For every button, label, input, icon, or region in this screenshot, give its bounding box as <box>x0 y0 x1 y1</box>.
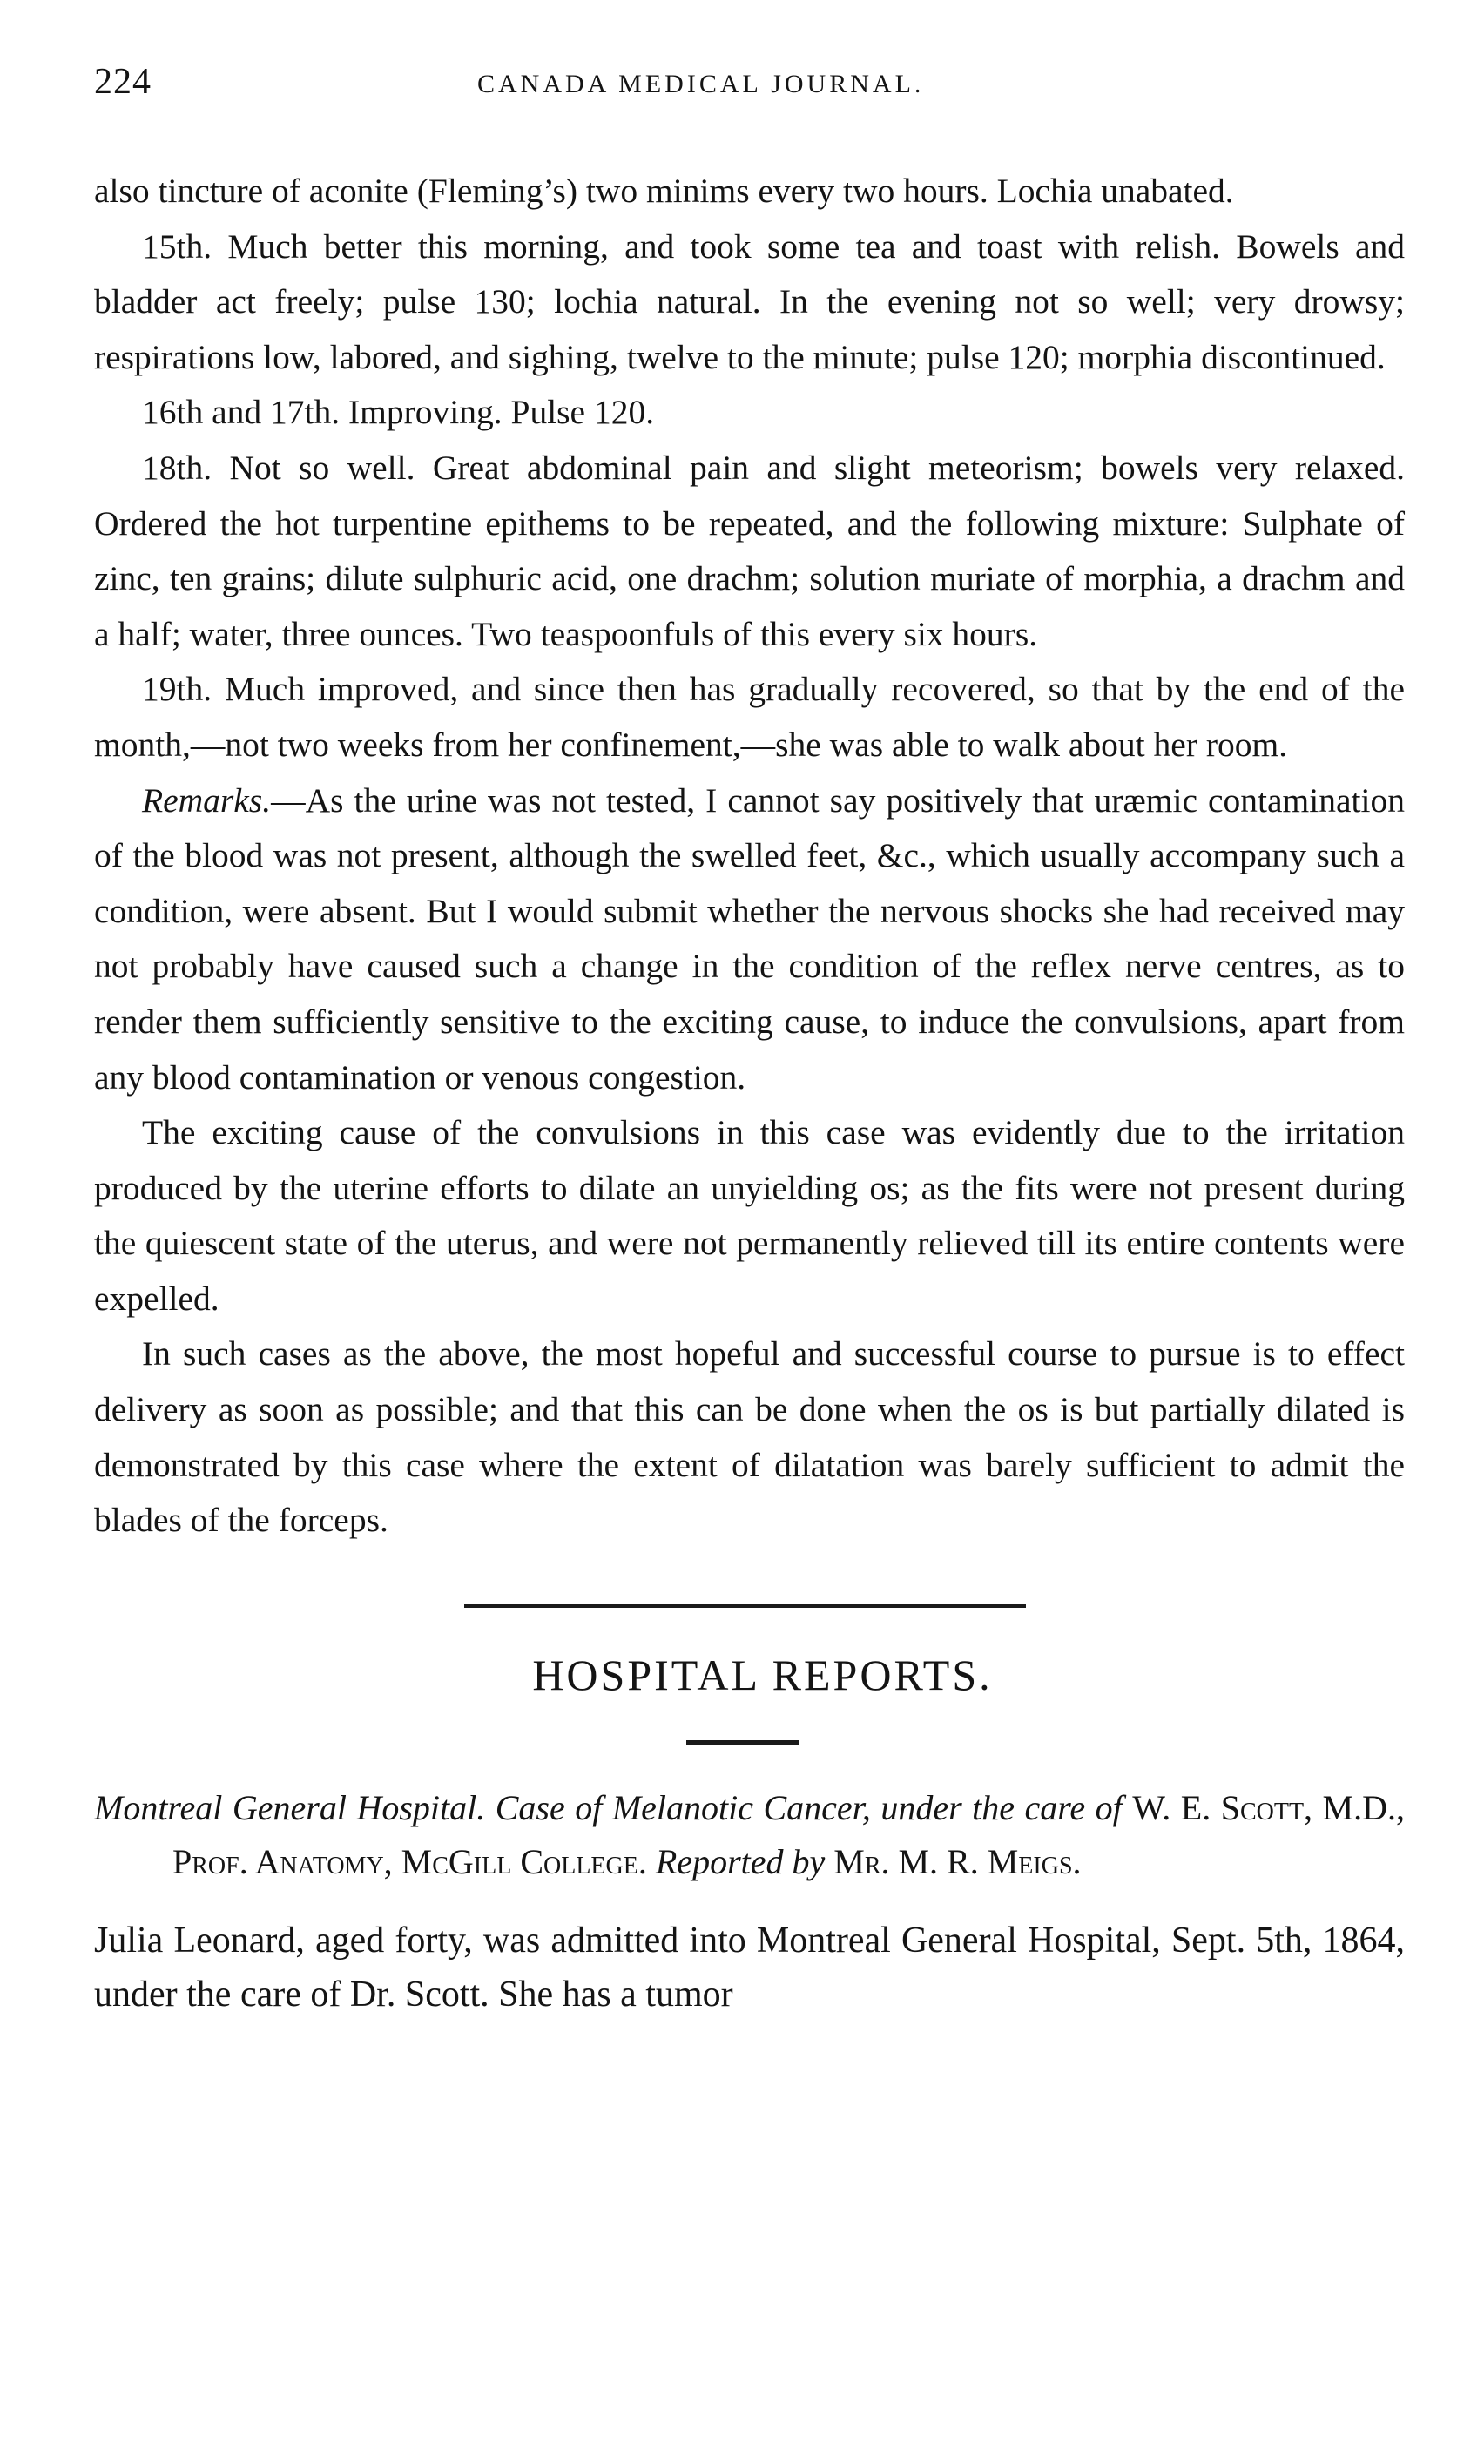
article-body <box>94 164 1405 1549</box>
heading-underline <box>686 1740 799 1745</box>
paragraph-exciting-cause: The exciting cause of the convulsions in this case was evidently due to the irritation produced by the uterine efforts to dilate an unyielding os; as the fits were not present during the quiescent state of the uterus, and were not permanently relieved till its entire contents were expelled. <box>94 1113 1405 1318</box>
journal-title: CANADA MEDICAL JOURNAL. <box>477 70 925 98</box>
running-head <box>94 61 1405 113</box>
report-paragraph: Julia Leonard, aged forty, was admitted into Montreal General Hospital, Sept. 5th, 1864, under the care of Dr. Scott. She has a tumor <box>94 1920 1405 2015</box>
paragraph-16th-17th: 16th and 17th. Improving. Pulse 120. <box>142 393 655 432</box>
journal-page <box>94 61 1405 2022</box>
paragraph-18th: 18th. Not so well. Great abdominal pain and slight meteorism; bowels very relaxed. Ordered the hot turpentine epithems to be repeated, and the following mixture: Sulphate of zinc, ten grains; dilute sulphuric acid, one drachm; solution muriate of morphia, a drachm and a half; water, three ounces. Two teaspoonfuls of this every six hours. <box>94 448 1405 653</box>
report-reporter: Mr. M. R. Meigs. <box>833 1841 1082 1881</box>
report-title-italic: Montreal General Hospital. Case of Melanotic Cancer, under the care of <box>94 1787 1123 1827</box>
report-title <box>94 1781 1405 1889</box>
paragraph-remarks <box>94 773 1405 1106</box>
section-heading: HOSPITAL REPORTS. <box>532 1650 993 1699</box>
paragraph-15th: 15th. Much better this morning, and took some tea and toast with relish. Bowels and bladder act freely; pulse 130; lochia natural. In the evening not so well; very drowsy; respirations low, labored, and sighing, twelve to the minute; pulse 120; morphia discontinued. <box>94 226 1405 376</box>
page-number: 224 <box>94 62 152 102</box>
paragraph-19th: 19th. Much improved, and since then has gradually recovered, so that by the end of the month,—not two weeks from her confinement,—she was able to walk about her room. <box>94 670 1405 764</box>
report-reported-by: Reported by <box>655 1841 826 1881</box>
section-divider <box>464 1604 1026 1608</box>
report-surgeon: W. E. Scott, M.D., Prof. Anatomy, McGill College. <box>172 1787 1405 1881</box>
paragraph-such-cases: In such cases as the above, the most hopeful and successful course to pursue is to effect delivery as soon as possible; and that this can be done when the os is but partially dilated is demonstrated by this case where the extent of dilatation was barely sufficient to admit the blades of the forceps. <box>94 1334 1405 1540</box>
report-body <box>94 1914 1405 2022</box>
paragraph-continued: also tincture of aconite (Fleming’s) two minims every two hours. Lochia unabated. <box>94 172 1234 210</box>
remarks-text: —As the urine was not tested, I cannot say positively that uræmic contamination of the blood was not present, although the swelled feet, &c., which usually accompany such a condition, were absent. But I would submit whether the nervous shocks she had received may not probably have caused such a change in the condition of the reflex nerve centres, as to render them sufficiently sensitive to the exciting cause, to induce the convulsions, apart from any blood contamination or venous congestion. <box>94 780 1405 1097</box>
remarks-label: Remarks. <box>142 780 272 820</box>
